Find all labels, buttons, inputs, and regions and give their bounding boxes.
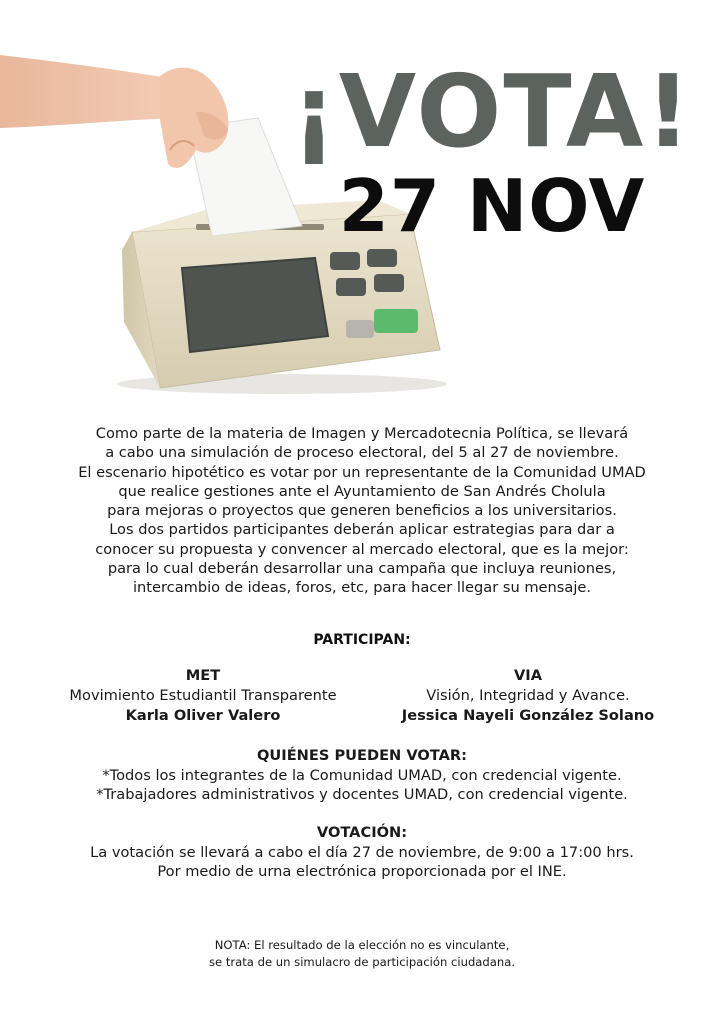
keypad-button (336, 278, 366, 296)
intro-line: Como parte de la materia de Imagen y Mercadotecnia Política, se llevará (95, 425, 629, 442)
intro-line: que realice gestiones ante el Ayuntamiento de San Andrés Cholula (118, 482, 606, 500)
keypad-button (374, 274, 404, 292)
intro-line: a cabo una simulación de proceso electoral, del 5 al 27 de noviembre. (105, 444, 619, 462)
who-can-vote-section (0, 746, 724, 805)
who-can-vote-line: *Trabajadores administrativos y docentes UMAD, con credencial vigente. (96, 786, 628, 803)
note-line: NOTA: El resultado de la elección no es vinculante, (214, 938, 510, 952)
who-can-vote-title: QUIÉNES PUEDEN VOTAR: (257, 747, 467, 764)
intro-line: Los dos partidos participantes deberán aplicar estrategias para dar a (109, 521, 615, 539)
note (0, 937, 724, 971)
party-code: VIA (513, 667, 543, 684)
intro-line: para lo cual deberán desarrollar una campaña que incluya reuniones, (107, 560, 617, 578)
voting-title: VOTACIÓN: (316, 824, 408, 841)
keypad-button (330, 252, 360, 270)
machine-screen (182, 258, 328, 352)
keypad-button (367, 249, 397, 267)
headline-date: 27 NOV (338, 164, 646, 248)
intro-paragraph (40, 424, 684, 598)
headline (282, 53, 702, 248)
party-code: MET (185, 667, 221, 684)
party-name: Visión, Integridad y Avance. (426, 687, 630, 704)
arm (0, 55, 178, 128)
intro-line: conocer su propuesta y convencer al mercado electoral, que es la mejor: (95, 540, 629, 558)
party-name: Movimiento Estudiantil Transparente (69, 687, 337, 704)
party-met (38, 666, 368, 726)
voting-section (0, 823, 724, 882)
intro-line: El escenario hipotético es votar por un representante de la Comunidad UMAD (78, 463, 646, 481)
voting-line: Por medio de urna electrónica proporcionada por el INE. (157, 863, 567, 880)
intro-line: intercambio de ideas, foros, etc, para hacer llegar su mensaje. (132, 579, 592, 597)
headline-vota: ¡VOTA! (291, 53, 693, 170)
party-via (363, 666, 693, 726)
party-candidate: Jessica Nayeli González Solano (401, 707, 655, 724)
intro-line: para mejoras o proyectos que generen beneficios a los universitarios. (107, 502, 617, 520)
note-line: se trata de un simulacro de participación ciudadana. (208, 955, 516, 969)
who-can-vote-line: *Todos los integrantes de la Comunidad UMAD, con credencial vigente. (102, 766, 622, 784)
green-button (374, 309, 418, 333)
participants-title: PARTICIPAN: (313, 632, 411, 648)
party-candidate: Karla Oliver Valero (125, 707, 281, 724)
gray-button (346, 320, 374, 338)
voting-line: La votación se llevará a cabo el día 27 de noviembre, de 9:00 a 17:00 hrs. (90, 843, 634, 861)
